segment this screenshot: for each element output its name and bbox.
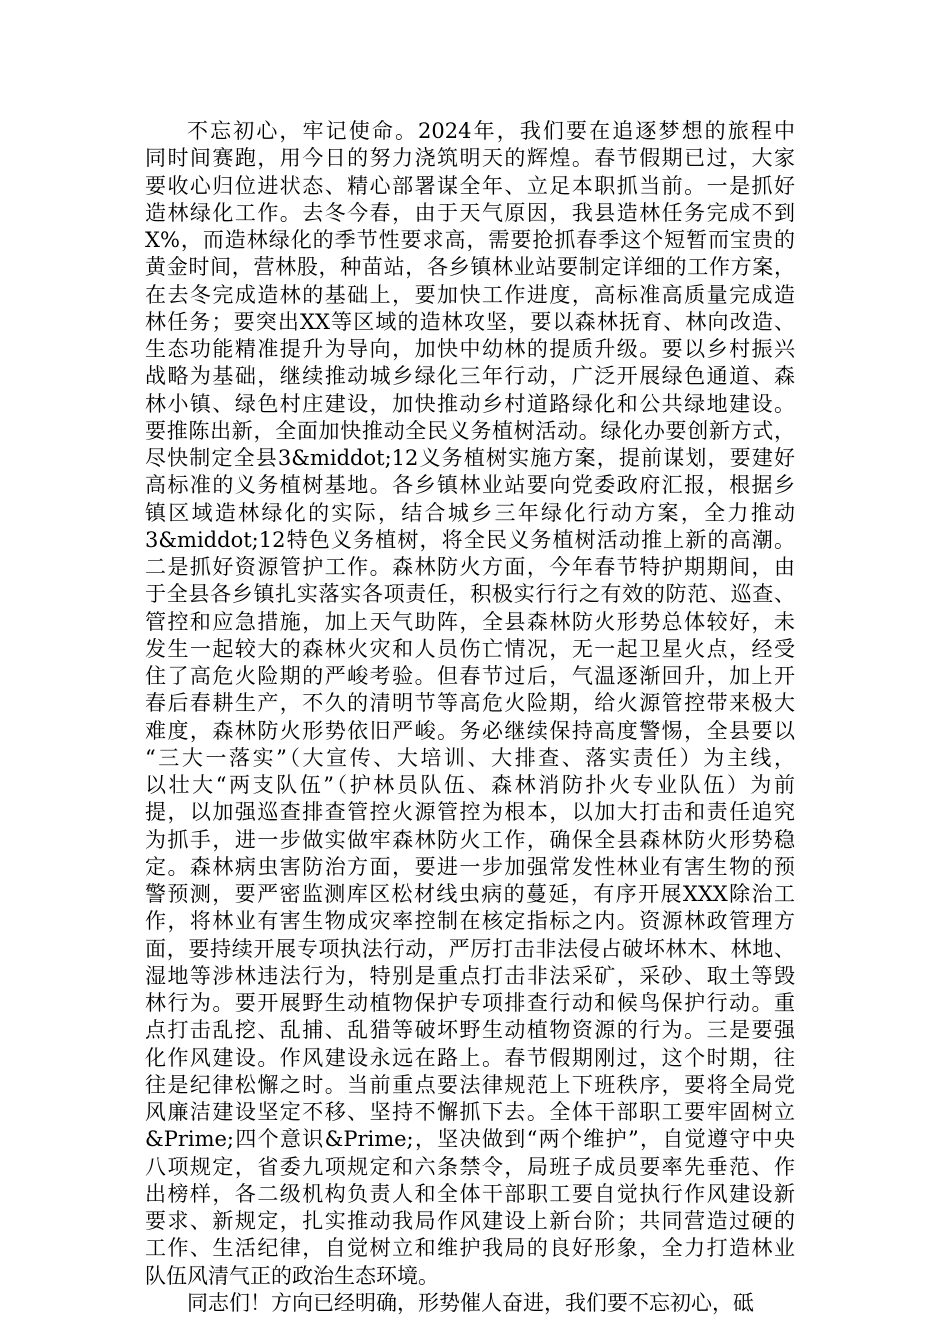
text-line: 为抓手，进一步做实做牢森林防火工作，确保全县森林防火形势稳 (145, 827, 795, 852)
text-line: 发生一起较大的森林火灾和人员伤亡情况，无一起卫星火点，经受 (145, 636, 795, 661)
text-line: 林小镇、绿色村庄建设，加快推动乡村道路绿化和公共绿地建设。 (145, 391, 795, 416)
text-line: 生态功能精准提升为导向，加快中幼林的提质升级。要以乡村振兴 (145, 337, 795, 361)
text-line: 要推陈出新，全面加快推动全民义务植树活动。绿化办要创新方式， (145, 418, 795, 443)
document-body-text (145, 118, 795, 1317)
text-line: X%，而造林绿化的季节性要求高，需要抢抓春季这个短暂而宝贵的 (145, 228, 795, 252)
text-line: 要求、新规定，扎实推动我局作风建设上新台阶；共同营造过硬的 (145, 1209, 795, 1233)
text-line: 黄金时间，营林股，种苗站，各乡镇林业站要制定详细的工作方案， (145, 255, 795, 280)
text-line: 管控和应急措施，加上天气助阵，全县森林防火形势总体较好，未 (145, 609, 795, 634)
text-line: 作，将林业有害生物成灾率控制在核定指标之内。资源林政管理方 (145, 909, 795, 934)
text-line: 3&middot;12特色义务植树，将全民义务植树活动推上新的高潮。 (145, 527, 795, 552)
text-line: 队伍风清气正的政治生态环境。 (145, 1263, 439, 1288)
text-line: 住了高危火险期的严峻考验。但春节过后，气温逐渐回升，加上开 (145, 664, 795, 688)
text-line: 警预测，要严密监测库区松材线虫病的蔓延，有序开展XXX除治工 (145, 882, 795, 906)
text-line: 于全县各乡镇扎实落实各项责任，积极实行行之有效的防范、巡查、 (145, 582, 795, 607)
paragraph (145, 1290, 795, 1317)
text-line: 提，以加强巡查排查管控火源管控为根本，以加大打击和责任追究 (145, 800, 795, 825)
text-line: 面，要持续开展专项执法行动，严厉打击非法侵占破坏林木、林地、 (145, 936, 795, 961)
text-line: 战略为基础，继续推动城乡绿化三年行动，广泛开展绿色通道、森 (145, 364, 795, 389)
text-line: 镇区域造林绿化的实际，结合城乡三年绿化行动方案，全力推动 (145, 500, 795, 525)
text-line: 出榜样，各二级机构负责人和全体干部职工要自觉执行作风建设新 (145, 1181, 795, 1206)
text-line: 造林绿化工作。去冬今春，由于天气原因，我县造林任务完成不到 (145, 200, 795, 225)
text-line: 化作风建设。作风建设永远在路上。春节假期刚过，这个时期，往 (145, 1045, 795, 1070)
text-line: 林行为。要开展野生动植物保护专项排查行动和候鸟保护行动。重 (145, 991, 795, 1015)
text-line: 要收心归位进状态、精心部署谋全年、立足本职抓当前。一是抓好 (145, 173, 795, 198)
text-line: 点打击乱挖、乱捕、乱猎等破坏野生动植物资源的行为。三是要强 (145, 1018, 795, 1043)
text-line: 同志们！方向已经明确，形势催人奋进，我们要不忘初心，砥 (187, 1290, 754, 1315)
text-line: 难度，森林防火形势依旧严峻。务必继续保持高度警惕，全县要以 (145, 718, 795, 743)
text-line: 林任务；要突出XX等区域的造林攻坚，要以森林抚育、林向改造、 (145, 309, 795, 334)
text-line: 工作、生活纪律，自觉树立和维护我局的良好形象，全力打造林业 (145, 1236, 795, 1261)
paragraph (145, 118, 795, 1290)
text-line: 尽快制定全县3&middot;12义务植树实施方案，提前谋划，要建好 (145, 446, 795, 470)
text-line: “三大一落实”（大宣传、大培训、大排查、落实责任）为主线， (145, 745, 795, 770)
text-line: 以壮大“两支队伍”（护林员队伍、森林消防扑火专业队伍）为前 (145, 773, 795, 797)
text-line: 春后春耕生产，不久的清明节等高危火险期，给火源管控带来极大 (145, 691, 795, 716)
text-line: 往是纪律松懈之时。当前重点要法律规范上下班秩序，要将全局党 (145, 1072, 795, 1097)
text-line: 定。森林病虫害防治方面，要进一步加强常发性林业有害生物的预 (145, 854, 795, 879)
text-line: 风廉洁建设坚定不移、坚持不懈抓下去。全体干部职工要牢固树立 (145, 1100, 795, 1124)
text-line: 在去冬完成造林的基础上，要加快工作进度，高标准高质量完成造 (145, 282, 795, 307)
text-line: 八项规定，省委九项规定和六条禁令，局班子成员要率先垂范、作 (145, 1154, 795, 1179)
text-line: 不忘初心，牢记使命。2024年，我们要在追逐梦想的旅程中 (187, 119, 795, 143)
text-line: &Prime;四个意识&Prime;，坚决做到“两个维护”，自觉遵守中央 (145, 1127, 795, 1152)
text-line: 湿地等涉林违法行为，特别是重点打击非法采矿，采砂、取土等毁 (145, 963, 795, 988)
text-line: 同时间赛跑，用今日的努力浇筑明天的辉煌。春节假期已过，大家 (145, 146, 795, 171)
text-line: 二是抓好资源管护工作。森林防火方面，今年春节特护期期间，由 (145, 555, 795, 579)
text-line: 高标准的义务植树基地。各乡镇林业站要向党委政府汇报，根据乡 (145, 473, 795, 498)
